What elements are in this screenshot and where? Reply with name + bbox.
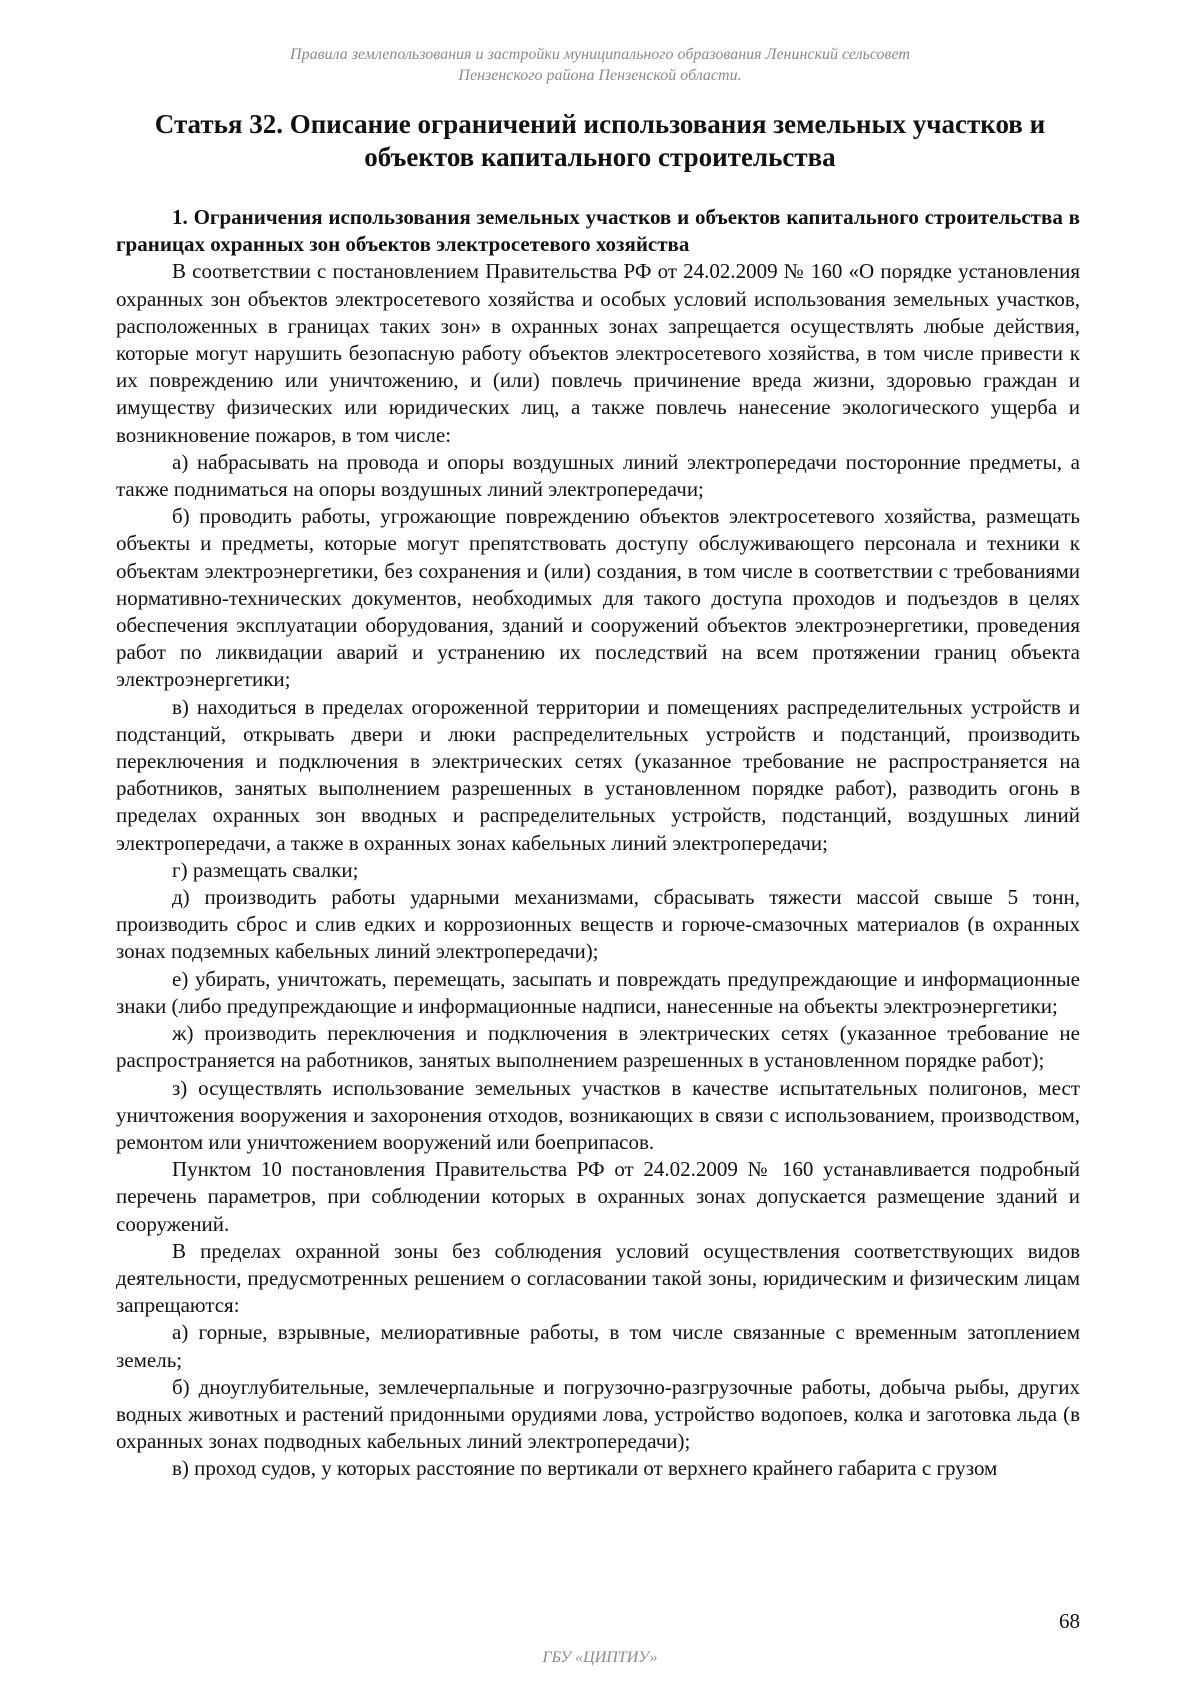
list-item-e: е) убирать, уничтожать, перемещать, засыпать и повреждать предупреждающие и информационные знаки (либо предупреждающие и информационные надписи, нанесенные на объекты электроэнергетики;: [116, 966, 1080, 1018]
paragraph-prohibitions: В пределах охранной зоны без соблюдения условий осуществления соответствующих видов деятельности, предусмотренных решением о согласовании такой зоны, юридическим и физическим лицам запрещаются:: [116, 1238, 1080, 1318]
list-item-a: а) набрасывать на провода и опоры воздушных линий электропередачи посторонние предметы, а также подниматься на опоры воздушных линий электропередачи;: [116, 449, 1080, 502]
running-header-line-1: Правила землепользования и застройки муниципального образования Ленинский сельсовет: [290, 46, 910, 63]
page-number: 68: [1059, 1609, 1080, 1633]
section-heading: 1. Ограничения использования земельных участков и объектов капитального строительства в границах охранных зон объектов электросетевого хозяйства: [116, 205, 1080, 257]
list-item-b: б) проводить работы, угрожающие повреждению объектов электросетевого хозяйства, размещать объекты и предметы, которые могут препятствовать доступу обслуживающего персонала и техники к объектам электроэнергетики, без сохранения и (или) создания, в том числе в соответствии с требованиями нормативно-технических документов, необходимых для такого доступа проходов и подъездов в целях обеспечения эксплуатации оборудования, зданий и сооружений объектов электроэнергетики, проведения работ по ликвидации аварий и устранению их последствий на всем протяжении границ объекта электроэнергетики;: [116, 504, 1080, 692]
list-item-v: в) находиться в пределах огороженной территории и помещениях распределительных устройств и подстанций, открывать двери и люки распределительных устройств и подстанций, производить переключения и подключения в электрических сетях (указанное требование не распространяется на работников, занятых выполнением разрешенных в установленном порядке работ), разводить огонь в пределах охранных зон вводных и распределительных устройств, подстанций, воздушных линий электропередачи, а также в охранных зонах кабельных линий электропередачи;: [116, 694, 1080, 855]
list-item-g: г) размещать свалки;: [172, 857, 359, 882]
list-item-z: з) осуществлять использование земельных участков в качестве испытательных полигонов, мест уничтожения вооружения и захоронения отходов, возникающих в связи с использованием, производством, ремонтом или уничтожением вооружений или боеприпасов.: [116, 1075, 1080, 1154]
article-title: Статья 32. Описание ограничений использования земельных участков и объектов капитального строительства: [154, 109, 1046, 172]
running-header: [190, 44, 1010, 86]
list-item-v-2: в) проход судов, у которых расстояние по вертикали от верхнего крайнего габарита с грузом: [172, 1456, 998, 1481]
body-text: [116, 204, 1080, 1483]
running-header-line-2: Пензенского района Пензенской области.: [458, 67, 742, 84]
running-footer: ГБУ «ЦИПТИУ»: [542, 1649, 658, 1666]
paragraph-intro: В соответствии с постановлением Правительства РФ от 24.02.2009 № 160 «О порядке установления охранных зон объектов электросетевого хозяйства и особых условий использования земельных участков, расположенных в границах таких зон» в охранных зонах запрещается осуществлять любые действия, которые могут нарушить безопасную работу объектов электросетевого хозяйства, в том числе привести к их повреждению или уничтожению, и (или) повлечь причинение вреда жизни, здоровью граждан и имуществу физических или юридических лиц, а также повлечь нанесение экологического ущерба и возникновение пожаров, в том числе:: [116, 259, 1080, 447]
list-item-zh: ж) производить переключения и подключения в электрических сетях (указанное требование не распространяется на работников, занятых выполнением разрешенных в установленном порядке работ);: [116, 1021, 1080, 1073]
list-item-a-2: а) горные, взрывные, мелиоративные работы, в том числе связанные с временным затоплением земель;: [116, 1320, 1080, 1372]
list-item-d: д) производить работы ударными механизмами, сбрасывать тяжести массой свыше 5 тонн, производить сброс и слив едких и коррозионных веществ и горюче-смазочных материалов (в охранных зонах подземных кабельных линий электропередачи);: [116, 885, 1080, 964]
list-item-b-2: б) дноуглубительные, землечерпальные и погрузочно-разгрузочные работы, добыча рыбы, других водных животных и растений придонными орудиями лова, устройство водопоев, колка и заготовка льда (в охранных зонах подводных кабельных линий электропередачи);: [116, 1374, 1080, 1454]
paragraph-point-10: Пунктом 10 постановления Правительства РФ от 24.02.2009 № 160 устанавливается подробный перечень параметров, при соблюдении которых в охранных зонах допускается размещение зданий и сооружений.: [116, 1157, 1080, 1236]
